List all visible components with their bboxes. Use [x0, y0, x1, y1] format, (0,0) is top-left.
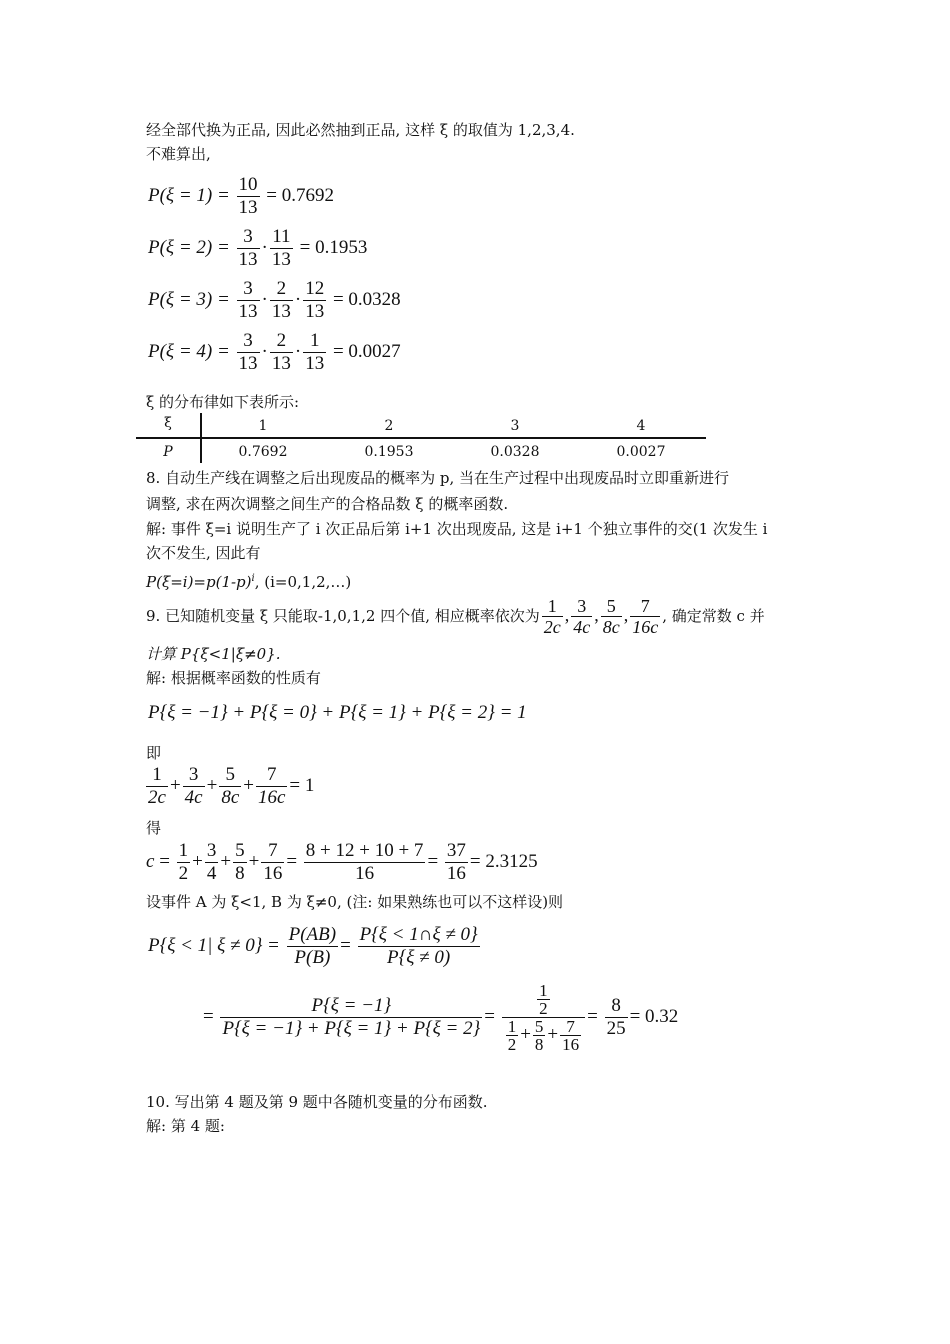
table-divider-v — [200, 413, 202, 463]
frac: $\frac{12}{13}$ — [305, 278, 325, 322]
prob-eq-2-lhs: P(ξ = 2) = — [148, 236, 230, 258]
q9-solution-intro: 解: 根据概率函数的性质有 — [146, 669, 321, 687]
frac: $\frac{8}{25}$ — [606, 995, 626, 1039]
frac: $\frac{11}{13}$ — [271, 226, 291, 270]
frac: $\frac{3}{13}$ — [238, 226, 258, 270]
frac: $\frac{1}{2c}$ — [148, 764, 166, 808]
table-x-4: 4 — [636, 418, 646, 434]
q9-sum-equation: P{ξ = −1} + P{ξ = 0} + P{ξ = 1} + P{ξ = 2} = 1 — [148, 702, 527, 723]
table-x-1: 1 — [258, 418, 268, 434]
q8-line-1: 8. 自动生产线在调整之后出现废品的概率为 p, 当在生产过程中出现废品时立即重新进行 — [146, 469, 729, 487]
distribution-table — [136, 413, 706, 463]
frac: $\frac{P\{\xi = -1\}}{P\{\xi = -1\} + P\{\xi = 1\} + P\{\xi = 2\}}$ — [222, 995, 481, 1039]
prob-eq-2-result: = 0.1953 — [299, 236, 368, 258]
frac: $\frac{5}{8}$ — [235, 840, 245, 884]
frac: $\frac{3}{4c}$ — [184, 764, 203, 808]
q8-formula-tail: , (i=0,1,2,…) — [254, 573, 352, 591]
q9-line-1: 9. 已知随机变量 ξ 只能取-1,0,1,2 四个值, 相应概率依次为 $\frac{1}{2c}$ , $\frac{3}{4c}$ , $\frac{5}{8c}$ , $\frac{7}{16c}$ , 确定常数 c 并 — [146, 596, 765, 638]
frac-10-13: $\frac{10}{13}$ — [238, 174, 258, 218]
intro-line-1: 经全部代换为正品, 因此必然抽到正品, 这样 ξ 的取值为 1,2,3,4. — [146, 121, 575, 139]
table-p-4: 0.0027 — [616, 444, 666, 460]
q9-final-equation: = $\frac{P\{\xi = -1\}}{P\{\xi = -1\} + P\{\xi = 1\} + P\{\xi = 2\}}$ = $\frac{1}{2}$ $\frac{1}{2}$ + $\frac{5}{8}$ + $\frac{7}{16}$ = $\frac{8}{25}$ = 0.32 — [203, 981, 679, 1054]
frac: $\frac{37}{16}$ — [446, 840, 466, 884]
prob-eq-3-lhs: P(ξ = 3) = — [148, 288, 230, 310]
frac: $\frac{P\{\xi < 1\cap\xi \ne 0\}}{P\{\xi \ne 0)}$ — [359, 924, 478, 968]
table-x-3: 3 — [510, 418, 520, 434]
q9-suffix: , 确定常数 c 并 — [662, 607, 765, 625]
frac: $\frac{1}{2c}$ — [543, 596, 561, 638]
frac: $\frac{1}{2}$ — [507, 1017, 517, 1054]
frac: $\frac{5}{8c}$ — [602, 596, 620, 638]
frac: $\frac{3}{4}$ — [206, 840, 217, 884]
prob-eq-4-lhs: P(ξ = 4) = — [148, 340, 230, 362]
intro-line-2: 不难算出, — [146, 145, 211, 163]
prob-eq-4-result: = 0.0027 — [332, 340, 401, 362]
q9-final-result: = 0.32 — [629, 1005, 679, 1027]
q10-line-1: 10. 写出第 4 题及第 9 题中各随机变量的分布函数. — [146, 1093, 488, 1111]
prob-eq-1 — [148, 174, 334, 219]
frac: $\frac{1}{2}$ — [178, 840, 189, 884]
table-header-label: ξ — [164, 415, 172, 431]
q9-cond-lhs: P{ξ < 1| ξ ≠ 0} = — [148, 934, 280, 956]
q9-set-events: 设事件 A 为 ξ<1, B 为 ξ≠0, (注: 如果熟练也可以不这样设)则 — [146, 893, 564, 911]
q8-solution-line-2: 次不发生, 因此有 — [146, 544, 261, 562]
frac: $\frac{2}{13}$ — [271, 330, 291, 374]
q8-formula-exponent: i — [251, 573, 255, 584]
frac: $\frac{P(AB)}{P(B)}$ — [288, 924, 337, 968]
q9-ji: 即 — [146, 744, 162, 762]
frac: $\frac{1}{2}$ $\frac{1}{2}$ + $\frac{5}{8}$ + $\frac{7}{16}$ — [502, 982, 585, 1053]
table-p-1: 0.7692 — [238, 444, 288, 460]
frac: $\frac{1}{2}$ — [539, 981, 548, 1018]
frac: $\frac{3}{4c}$ — [573, 596, 591, 638]
frac: $\frac{7}{16}$ — [263, 840, 283, 884]
frac: $\frac{7}{16c}$ — [632, 596, 659, 638]
q8-formula-main: P(ξ=i)=p(1-p) — [146, 573, 252, 591]
q9-c-result: = 2.3125 — [469, 850, 538, 872]
table-x-2: 2 — [384, 418, 394, 434]
frac: $\frac{3}{13}$ — [238, 330, 258, 374]
frac: $\frac{8 + 12 + 10 + 7}{16}$ — [305, 840, 424, 884]
frac: $\frac{7}{16}$ — [562, 1017, 580, 1054]
frac: $\frac{3}{13}$ — [238, 278, 258, 322]
q8-solution-line-1: 解: 事件 ξ=i 说明生产了 i 次正品后第 i+1 次出现废品, 这是 i+1 个独立事件的交(1 次发生 i — [146, 520, 768, 538]
frac: $\frac{5}{8}$ — [534, 1017, 544, 1054]
prob-eq-2: P(ξ = 2) = $\frac{3}{13}$ · $\frac{11}{13}$ = 0.1953 — [148, 226, 368, 270]
prob-eq-3: P(ξ = 3) = $\frac{3}{13}$ · $\frac{2}{13}$ · $\frac{12}{13}$ = 0.0328 — [148, 278, 401, 322]
frac: $\frac{5}{8c}$ — [221, 764, 240, 808]
q10-line-2: 解: 第 4 题: — [146, 1117, 225, 1135]
q8-formula — [146, 569, 351, 592]
prob-eq-1-lhs: P(ξ = 1) = — [148, 184, 230, 206]
q9-prefix: 9. 已知随机变量 ξ 只能取-1,0,1,2 四个值, 相应概率依次为 — [146, 607, 540, 625]
prob-eq-4: P(ξ = 4) = $\frac{3}{13}$ · $\frac{2}{13}$ · $\frac{1}{13}$ = 0.0027 — [148, 330, 401, 374]
prob-eq-1-result: = 0.7692 — [266, 184, 335, 206]
table-p-3: 0.0328 — [490, 444, 540, 460]
q9-frac-sum-equation: $\frac{1}{2c}$ + $\frac{3}{4c}$ + $\frac{5}{8c}$ + $\frac{7}{16c}$ = 1 — [148, 764, 315, 808]
frac: $\frac{7}{16c}$ — [257, 764, 286, 808]
table-p-2: 0.1953 — [364, 444, 414, 460]
table-row-label: P — [163, 444, 173, 460]
q9-conditional-equation: P{ξ < 1| ξ ≠ 0} = $\frac{P(AB)}{P(B)}$ = $\frac{P\{\xi < 1\cap\xi \ne 0\}}{P\{\xi \ne 0)}$ — [148, 924, 478, 968]
frac: $\frac{1}{13}$ — [305, 330, 325, 374]
prob-eq-3-result: = 0.0328 — [332, 288, 401, 310]
table-caption: ξ 的分布律如下表所示: — [146, 393, 300, 411]
q8-line-2: 调整, 求在两次调整之间生产的合格品数 ξ 的概率函数. — [146, 495, 509, 513]
q9-c-equation: c = $\frac{1}{2}$ + $\frac{3}{4}$ + $\frac{5}{8}$ + $\frac{7}{16}$ = $\frac{8 + 12 + 10 + 7}{16}$ = $\frac{37}{16}$ = 2.3125 — [146, 840, 538, 884]
table-divider-h — [136, 437, 706, 439]
frac: $\frac{2}{13}$ — [271, 278, 291, 322]
q9-de: 得 — [146, 819, 162, 837]
q9-line-2: 计算 P{ξ<1|ξ≠0}. — [146, 645, 281, 663]
